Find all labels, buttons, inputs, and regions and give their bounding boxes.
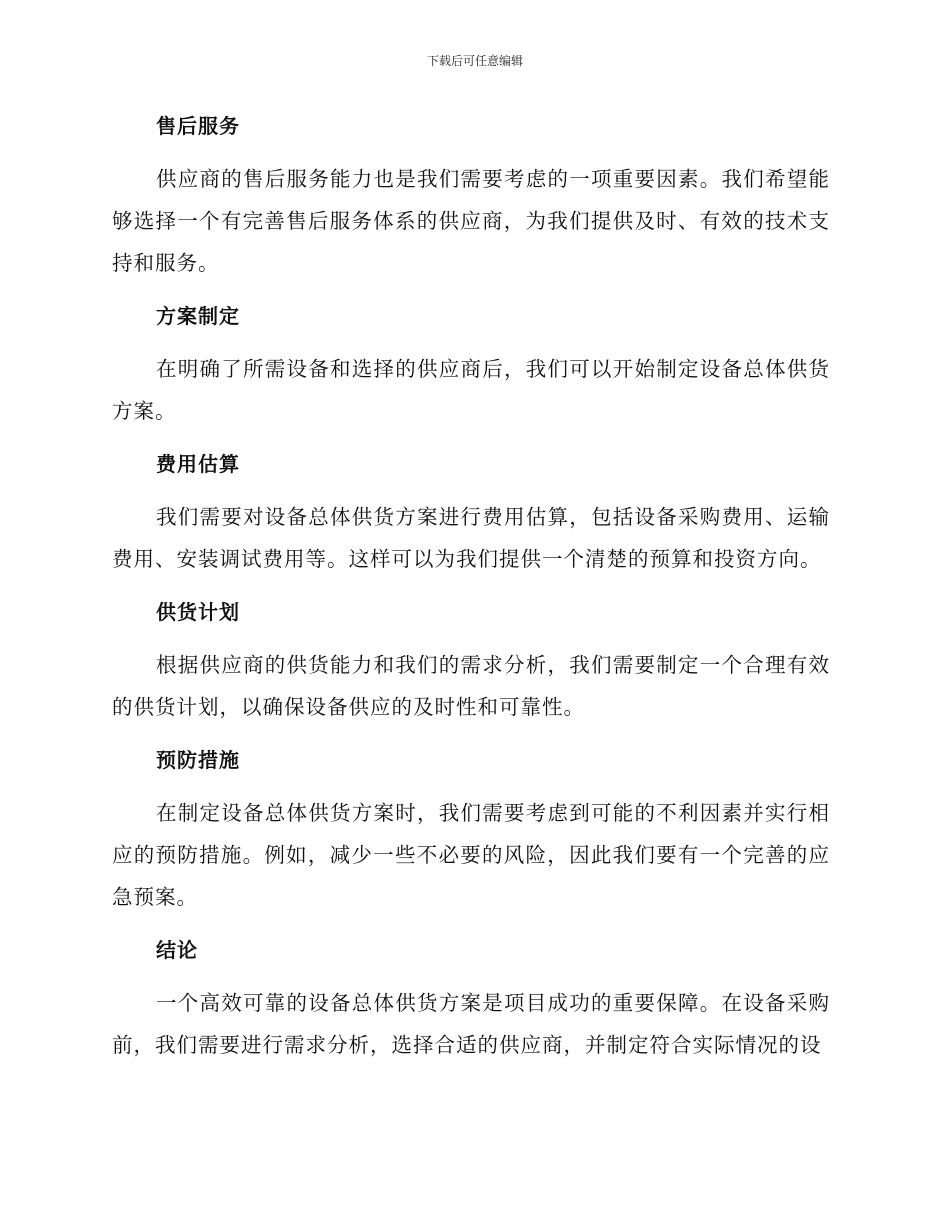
section-cost-estimation xyxy=(112,446,830,580)
section-conclusion xyxy=(112,932,830,1066)
section-preventive-measures xyxy=(112,742,830,918)
section-paragraph: 根据供应商的供货能力和我们的需求分析，我们需要制定一个合理有效的供货计划，以确保设备供应的及时性和可靠性。 xyxy=(112,653,830,719)
section-heading: 费用估算 xyxy=(156,452,240,476)
section-heading: 预防措施 xyxy=(156,748,240,772)
section-paragraph: 供应商的售后服务能力也是我们需要考虑的一项重要因素。我们希望能够选择一个有完善售后服务体系的供应商，为我们提供及时、有效的技术支持和服务。 xyxy=(112,167,830,275)
section-paragraph: 我们需要对设备总体供货方案进行费用估算，包括设备采购费用、运输费用、安装调试费用等。这样可以为我们提供一个清楚的预算和投资方向。 xyxy=(112,505,830,571)
section-heading: 结论 xyxy=(156,938,198,962)
section-after-sales-service xyxy=(112,108,830,284)
section-heading: 方案制定 xyxy=(156,304,240,328)
document-body xyxy=(112,108,830,1080)
section-paragraph: 在明确了所需设备和选择的供应商后，我们可以开始制定设备总体供货方案。 xyxy=(112,357,830,423)
section-plan-formulation xyxy=(112,298,830,432)
section-heading: 售后服务 xyxy=(156,114,240,138)
section-paragraph: 在制定设备总体供货方案时，我们需要考虑到可能的不利因素并实行相应的预防措施。例如，减少一些不必要的风险，因此我们要有一个完善的应急预案。 xyxy=(112,801,830,909)
section-heading: 供货计划 xyxy=(156,600,240,624)
section-supply-plan xyxy=(112,594,830,728)
page-header: 下载后可任意编辑 xyxy=(426,54,523,68)
section-paragraph: 一个高效可靠的设备总体供货方案是项目成功的重要保障。在设备采购前，我们需要进行需求分析，选择合适的供应商，并制定符合实际情况的设 xyxy=(112,991,830,1057)
